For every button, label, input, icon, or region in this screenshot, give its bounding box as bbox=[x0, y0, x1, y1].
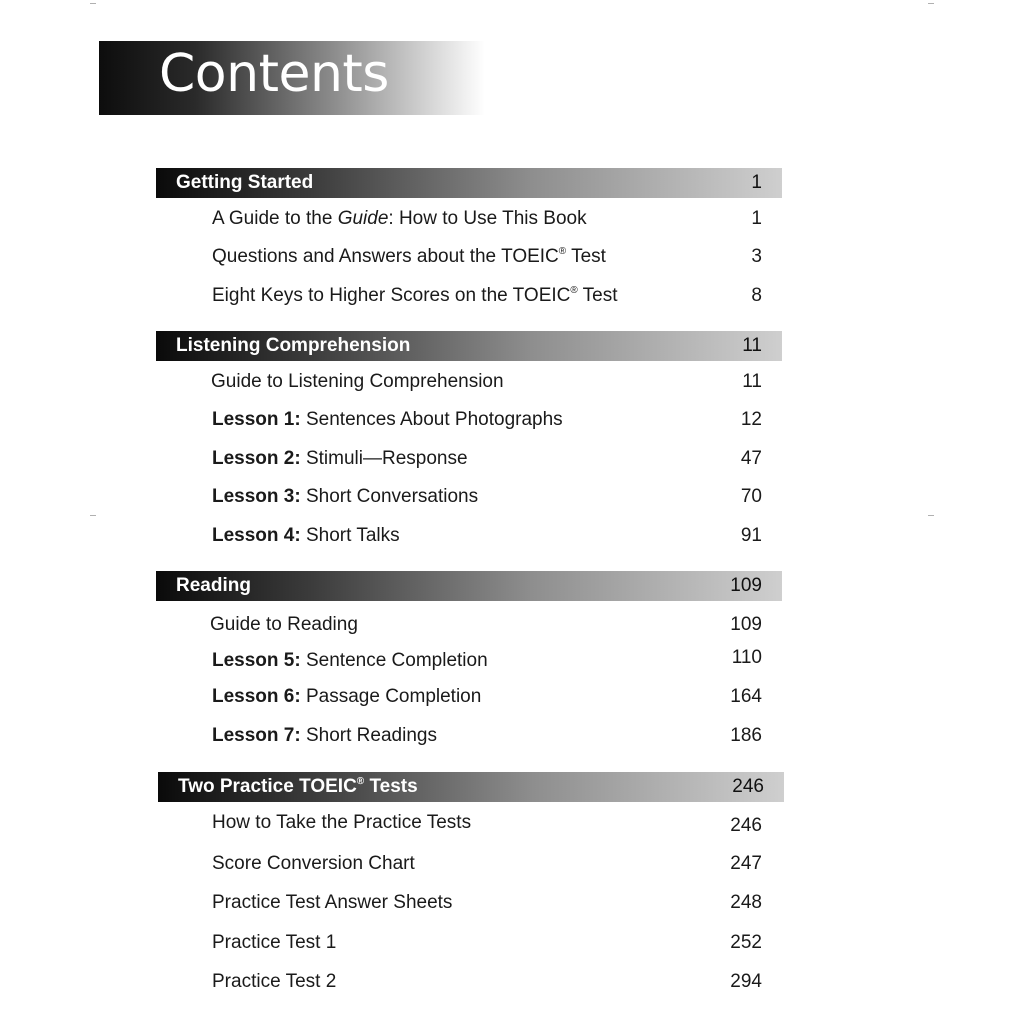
toc-entry-label: Eight Keys to Higher Scores on the TOEIC® Test bbox=[212, 285, 618, 306]
toc-entry-label: Lesson 1: Sentences About Photographs bbox=[212, 409, 563, 430]
section-header-getting-started[interactable] bbox=[156, 168, 782, 198]
section-title: Reading bbox=[176, 575, 251, 596]
toc-entry-label: Lesson 2: Stimuli—Response bbox=[212, 448, 468, 469]
toc-entry-page: 47 bbox=[740, 448, 762, 469]
crop-mark bbox=[928, 3, 934, 4]
toc-entry-page: 11 bbox=[742, 371, 762, 392]
toc-entry-label: Practice Test 2 bbox=[212, 971, 337, 992]
section-title: Listening Comprehension bbox=[176, 335, 411, 356]
toc-entry[interactable] bbox=[212, 812, 762, 838]
toc-entry-label: Guide to Listening Comprehension bbox=[211, 371, 504, 392]
toc-entry-page: 3 bbox=[751, 246, 762, 267]
toc-entry-label: How to Take the Practice Tests bbox=[212, 812, 472, 833]
toc-entry-page: 12 bbox=[740, 409, 762, 430]
toc-entry[interactable] bbox=[212, 647, 762, 676]
toc-entry[interactable] bbox=[212, 932, 762, 958]
section-title: Getting Started bbox=[176, 172, 314, 193]
toc-entry-label: Guide to Reading bbox=[210, 614, 358, 635]
toc-entry-label: Score Conversion Chart bbox=[212, 853, 415, 874]
toc-entry[interactable] bbox=[210, 614, 762, 640]
toc-entry-label: Lesson 4: Short Talks bbox=[212, 525, 400, 546]
toc-entry[interactable] bbox=[212, 448, 762, 474]
toc-entry[interactable] bbox=[212, 486, 762, 512]
crop-mark bbox=[928, 515, 934, 516]
toc-entry-page: 1 bbox=[751, 208, 762, 229]
toc-entry-page: 247 bbox=[730, 853, 762, 874]
toc-entry-label: Practice Test Answer Sheets bbox=[212, 892, 453, 913]
toc-entry-label: Lesson 6: Passage Completion bbox=[212, 686, 482, 707]
toc-entry-page: 110 bbox=[731, 647, 762, 668]
section-header-listening-comprehension[interactable] bbox=[156, 331, 782, 361]
toc-entry-label: Lesson 5: Sentence Completion bbox=[212, 650, 488, 671]
toc-entry[interactable] bbox=[212, 892, 762, 918]
section-page-number: 246 bbox=[732, 776, 764, 797]
toc-entry-page: 164 bbox=[730, 686, 762, 707]
toc-entry-page: 246 bbox=[730, 815, 762, 836]
crop-mark bbox=[90, 3, 96, 4]
section-page-number: 11 bbox=[742, 335, 762, 356]
toc-entry[interactable] bbox=[212, 971, 762, 997]
toc-entry[interactable] bbox=[212, 208, 762, 234]
toc-entry[interactable] bbox=[212, 285, 762, 311]
toc-entry-label: Lesson 7: Short Readings bbox=[212, 725, 437, 746]
section-title: Two Practice TOEIC® Tests bbox=[178, 776, 418, 797]
toc-entry-page: 70 bbox=[740, 486, 762, 507]
toc-entry-page: 294 bbox=[730, 971, 762, 992]
toc-entry-page: 91 bbox=[740, 525, 762, 546]
toc-entry-page: 8 bbox=[751, 285, 762, 306]
toc-entry[interactable] bbox=[212, 725, 762, 751]
toc-entry[interactable] bbox=[211, 371, 762, 397]
crop-mark bbox=[90, 515, 96, 516]
toc-entry[interactable] bbox=[212, 686, 762, 712]
toc-entry-label: Lesson 3: Short Conversations bbox=[212, 486, 479, 507]
page-title: Contents bbox=[159, 44, 389, 104]
section-page-number: 109 bbox=[730, 575, 762, 596]
toc-entry-page: 252 bbox=[730, 932, 762, 953]
toc-entry-page: 109 bbox=[730, 614, 762, 635]
section-header-practice-tests[interactable] bbox=[158, 772, 784, 802]
toc-entry[interactable] bbox=[212, 246, 762, 272]
toc-entry[interactable] bbox=[212, 409, 762, 435]
contents-title-bar bbox=[99, 41, 485, 115]
section-page-number: 1 bbox=[751, 172, 762, 193]
toc-entry-page: 186 bbox=[730, 725, 762, 746]
toc-entry-label: Questions and Answers about the TOEIC® Test bbox=[212, 246, 606, 267]
toc-entry-page: 248 bbox=[730, 892, 762, 913]
toc-entry[interactable] bbox=[212, 525, 762, 551]
toc-entry-label: Practice Test 1 bbox=[212, 932, 337, 953]
toc-entry[interactable] bbox=[212, 853, 762, 879]
toc-entry-label: A Guide to the Guide: How to Use This Book bbox=[212, 208, 587, 229]
section-header-reading[interactable] bbox=[156, 571, 782, 601]
